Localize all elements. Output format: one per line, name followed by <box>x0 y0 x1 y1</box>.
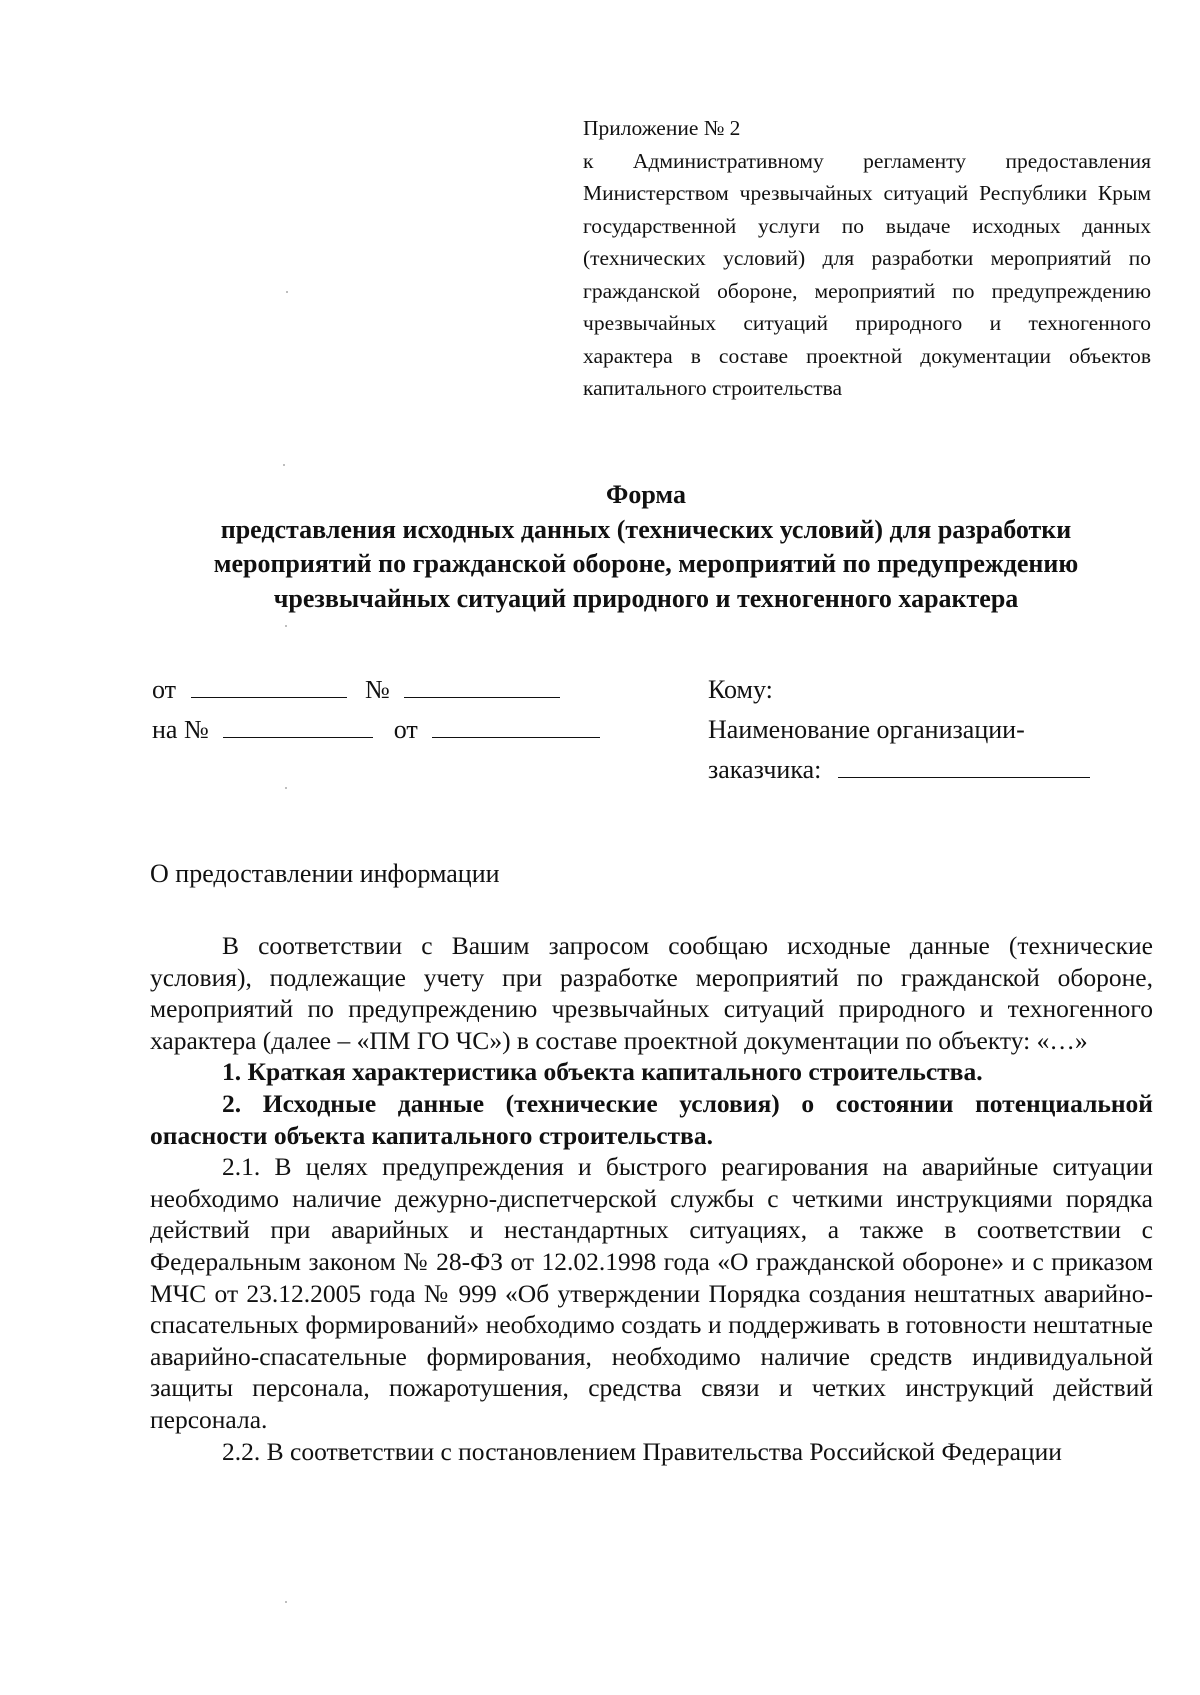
outgoing-row <box>152 670 600 710</box>
number-blank[interactable] <box>404 673 560 698</box>
form-title-heading: Форма <box>606 480 686 509</box>
scan-speck <box>285 787 287 789</box>
from-label: от <box>152 675 177 704</box>
paragraph-2-2: 2.2. В соответствии с постановлением Правительства Российской Федерации <box>222 1436 1062 1466</box>
to-label: Кому: <box>708 675 773 704</box>
appendix-label: Приложение № 2 <box>583 116 741 140</box>
section-heading-1: 1. Краткая характеристика объекта капитального строительства. <box>222 1057 983 1087</box>
scan-speck <box>285 625 287 627</box>
org-label: Наименование организации- <box>708 715 1025 744</box>
form-title <box>140 478 1152 616</box>
appendix-block <box>583 112 1151 405</box>
appendix-text: к Административному регламенту предоставления Министерством чрезвычайных ситуаций Республики Крым государственной услуги по выдаче исходных данных (технических условий) для разработки мероприятий по гражданской обороне, мероприятий по предупреждению чрезвычайных ситуаций природного и техногенного характера в составе проектной документации объектов капитального строительства <box>583 148 1151 400</box>
scan-speck <box>283 464 285 466</box>
date-blank[interactable] <box>191 673 347 698</box>
number-label: № <box>365 675 390 704</box>
reply-date-blank[interactable] <box>432 713 600 738</box>
reply-row <box>152 710 600 750</box>
scan-speck <box>286 291 288 293</box>
customer-blank[interactable] <box>838 753 1090 778</box>
reply-from-label: от <box>393 715 418 744</box>
reply-number-label: на № <box>152 715 209 744</box>
recipient-fields <box>708 670 1090 790</box>
scan-speck <box>285 1601 287 1603</box>
paragraph-intro: В соответствии с Вашим запросом сообщаю исходные данные (технические условия), подлежащие учету при разработке мероприятий по гражданской обороне, мероприятий по предупреждению чрезвычайных ситуаций природного и техногенного характера (далее – «ПМ ГО ЧС») в составе проектной документации по объекту: «…» <box>150 931 1153 1055</box>
form-title-subtitle: представления исходных данных (технических условий) для разработки мероприятий по гражданской обороне, мероприятий по предупреждению чрезвычайных ситуаций природного и техногенного характера <box>213 514 1079 613</box>
paragraph-2-1: 2.1. В целях предупреждения и быстрого реагирования на аварийные ситуации необходимо наличие дежурно-диспетчерской службы с четкими инструкциями порядка действий при аварийных и нестандартных ситуациях, а также в соответствии с Федеральным законом № 28-ФЗ от 12.02.1998 года «О гражданской обороне» и с приказом МЧС от 23.12.2005 года № 999 «Об утверждении Порядка создания нештатных аварийно-спасательных формирований» необходимо создать и поддерживать в готовности нештатные аварийно-спасательные формирования, необходимо наличие средств индивидуальной защиты персонала, пожаротушения, средства связи и четких инструкций действий персонала. <box>150 1152 1153 1434</box>
body-text <box>150 930 1153 1467</box>
section-heading-2: 2. Исходные данные (технические условия) о состоянии потенциальной опасности объекта капитального строительства. <box>150 1088 1153 1150</box>
outgoing-reference-fields <box>152 670 600 750</box>
customer-label: заказчика: <box>708 755 822 784</box>
subject-line: О предоставлении информации <box>150 859 500 888</box>
reply-number-blank[interactable] <box>223 713 373 738</box>
customer-row <box>708 750 1090 790</box>
